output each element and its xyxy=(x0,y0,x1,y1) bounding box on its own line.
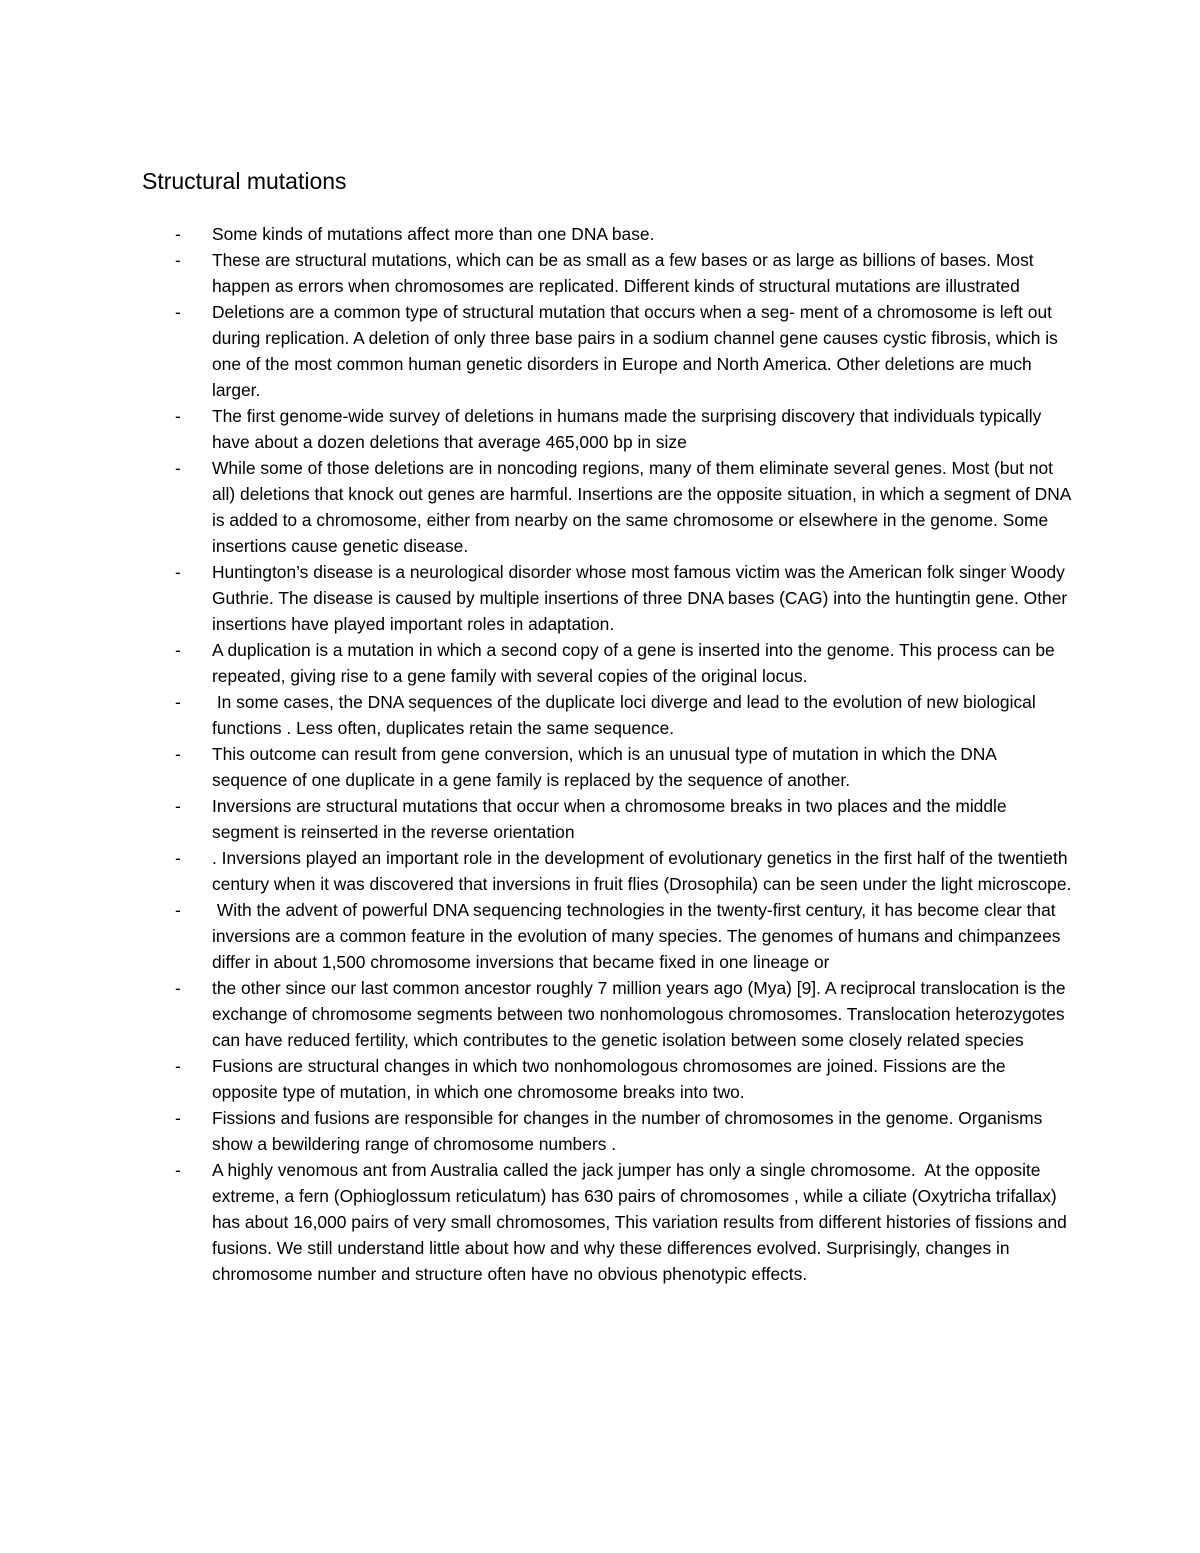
page-title: Structural mutations xyxy=(142,168,347,194)
bullet-dash: - xyxy=(175,978,181,998)
list-item xyxy=(142,741,1072,793)
bullet-list xyxy=(142,221,1076,1287)
bullet-text: With the advent of powerful DNA sequencing technologies in the twenty-first century, it has become clear that inversions are a common feature in the evolution of many species. The genomes of humans and chimpanzees differ in about 1,500 chromosome inversions that became fixed in one lineage or xyxy=(212,900,1066,972)
list-item xyxy=(142,559,1072,637)
bullet-dash: - xyxy=(175,796,181,816)
bullet-text: The first genome-wide survey of deletions in humans made the surprising discovery that individuals typically have about a dozen deletions that average 465,000 bp in size xyxy=(212,406,1047,452)
bullet-dash: - xyxy=(175,302,181,322)
list-item xyxy=(142,1157,1072,1287)
bullet-dash: - xyxy=(175,744,181,764)
bullet-text: Inversions are structural mutations that occur when a chromosome breaks in two places and the middle segment is reinserted in the reverse orientation xyxy=(212,796,1012,842)
list-item xyxy=(142,897,1072,975)
bullet-text: While some of those deletions are in noncoding regions, many of them eliminate several genes. Most (but not all) deletions that knock out genes are harmful. Insertions are the opposite situation, in which a segment of DNA is added to a chromosome, either from nearby on the same chromosome or elsewhere in the genome. Some insertions cause genetic disease. xyxy=(212,458,1076,556)
bullet-text: These are structural mutations, which can be as small as a few bases or as large as billions of bases. Most happen as errors when chromosomes are replicated. Different kinds of structural mutations are illustrated xyxy=(212,250,1039,296)
bullet-dash: - xyxy=(175,848,181,868)
bullet-text: Deletions are a common type of structural mutation that occurs when a seg- ment of a chromosome is left out during replication. A deletion of only three base pairs in a sodium channel gene causes cystic fibrosis, which is one of the most common human genetic disorders in Europe and North America. Other deletions are much larger. xyxy=(212,302,1063,400)
list-item xyxy=(142,455,1076,559)
bullet-text: A highly venomous ant from Australia called the jack jumper has only a single chromosome. At the opposite extreme, a fern (Ophioglossum reticulatum) has 630 pairs of chromosomes , while a ciliate (Oxytricha trifallax) has about 16,000 pairs of very small chromosomes, This variation results from different histories of fissions and fusions. We still understand little about how and why these differences evolved. Surprisingly, changes in chromosome number and structure often have no obvious phenotypic effects. xyxy=(212,1160,1072,1284)
list-item xyxy=(142,793,1072,845)
list-item xyxy=(142,689,1072,741)
list-item xyxy=(142,845,1072,897)
bullet-dash: - xyxy=(175,900,181,920)
bullet-text: Some kinds of mutations affect more than one DNA base. xyxy=(212,224,655,244)
bullet-text: A duplication is a mutation in which a second copy of a gene is inserted into the genome. This process can be repeated, giving rise to a gene family with several copies of the original locus. xyxy=(212,640,1060,686)
list-item xyxy=(142,221,1072,247)
list-item xyxy=(142,1053,1072,1105)
bullet-text: Fissions and fusions are responsible for changes in the number of chromosomes in the genome. Organisms show a bewildering range of chromosome numbers . xyxy=(212,1108,1048,1154)
bullet-dash: - xyxy=(175,458,181,478)
bullet-dash: - xyxy=(175,1108,181,1128)
bullet-dash: - xyxy=(175,406,181,426)
list-item xyxy=(142,403,1072,455)
bullet-dash: - xyxy=(175,1160,181,1180)
bullet-dash: - xyxy=(175,250,181,270)
bullet-dash: - xyxy=(175,562,181,582)
bullet-dash: - xyxy=(175,640,181,660)
bullet-dash: - xyxy=(175,692,181,712)
list-item xyxy=(142,299,1072,403)
list-item xyxy=(142,1105,1072,1157)
bullet-dash: - xyxy=(175,224,181,244)
bullet-text: In some cases, the DNA sequences of the duplicate loci diverge and lead to the evolution of new biological functions . Less often, duplicates retain the same sequence. xyxy=(212,692,1041,738)
bullet-text: . Inversions played an important role in the development of evolutionary genetics in the first half of the twentieth century when it was discovered that inversions in fruit flies (Drosophila) can be seen under the light microscope. xyxy=(212,848,1073,894)
bullet-text: the other since our last common ancestor roughly 7 million years ago (Mya) [9]. A reciprocal translocation is the exchange of chromosome segments between two nonhomologous chromosomes. Translocation heterozygotes can have reduced fertility, which contributes to the genetic isolation between some closely related species xyxy=(212,978,1071,1050)
bullet-text: Fusions are structural changes in which two nonhomologous chromosomes are joined. Fissions are the opposite type of mutation, in which one chromosome breaks into two. xyxy=(212,1056,1011,1102)
list-item xyxy=(142,637,1072,689)
list-item xyxy=(142,247,1072,299)
list-item xyxy=(142,975,1072,1053)
bullet-dash: - xyxy=(175,1056,181,1076)
bullet-text: Huntington’s disease is a neurological disorder whose most famous victim was the American folk singer Woody Guthrie. The disease is caused by multiple insertions of three DNA bases (CAG) into the huntingtin gene. Other insertions have played important roles in adaptation. xyxy=(212,562,1073,634)
bullet-text: This outcome can result from gene conversion, which is an unusual type of mutation in which the DNA sequence of one duplicate in a gene family is replaced by the sequence of another. xyxy=(212,744,1001,790)
